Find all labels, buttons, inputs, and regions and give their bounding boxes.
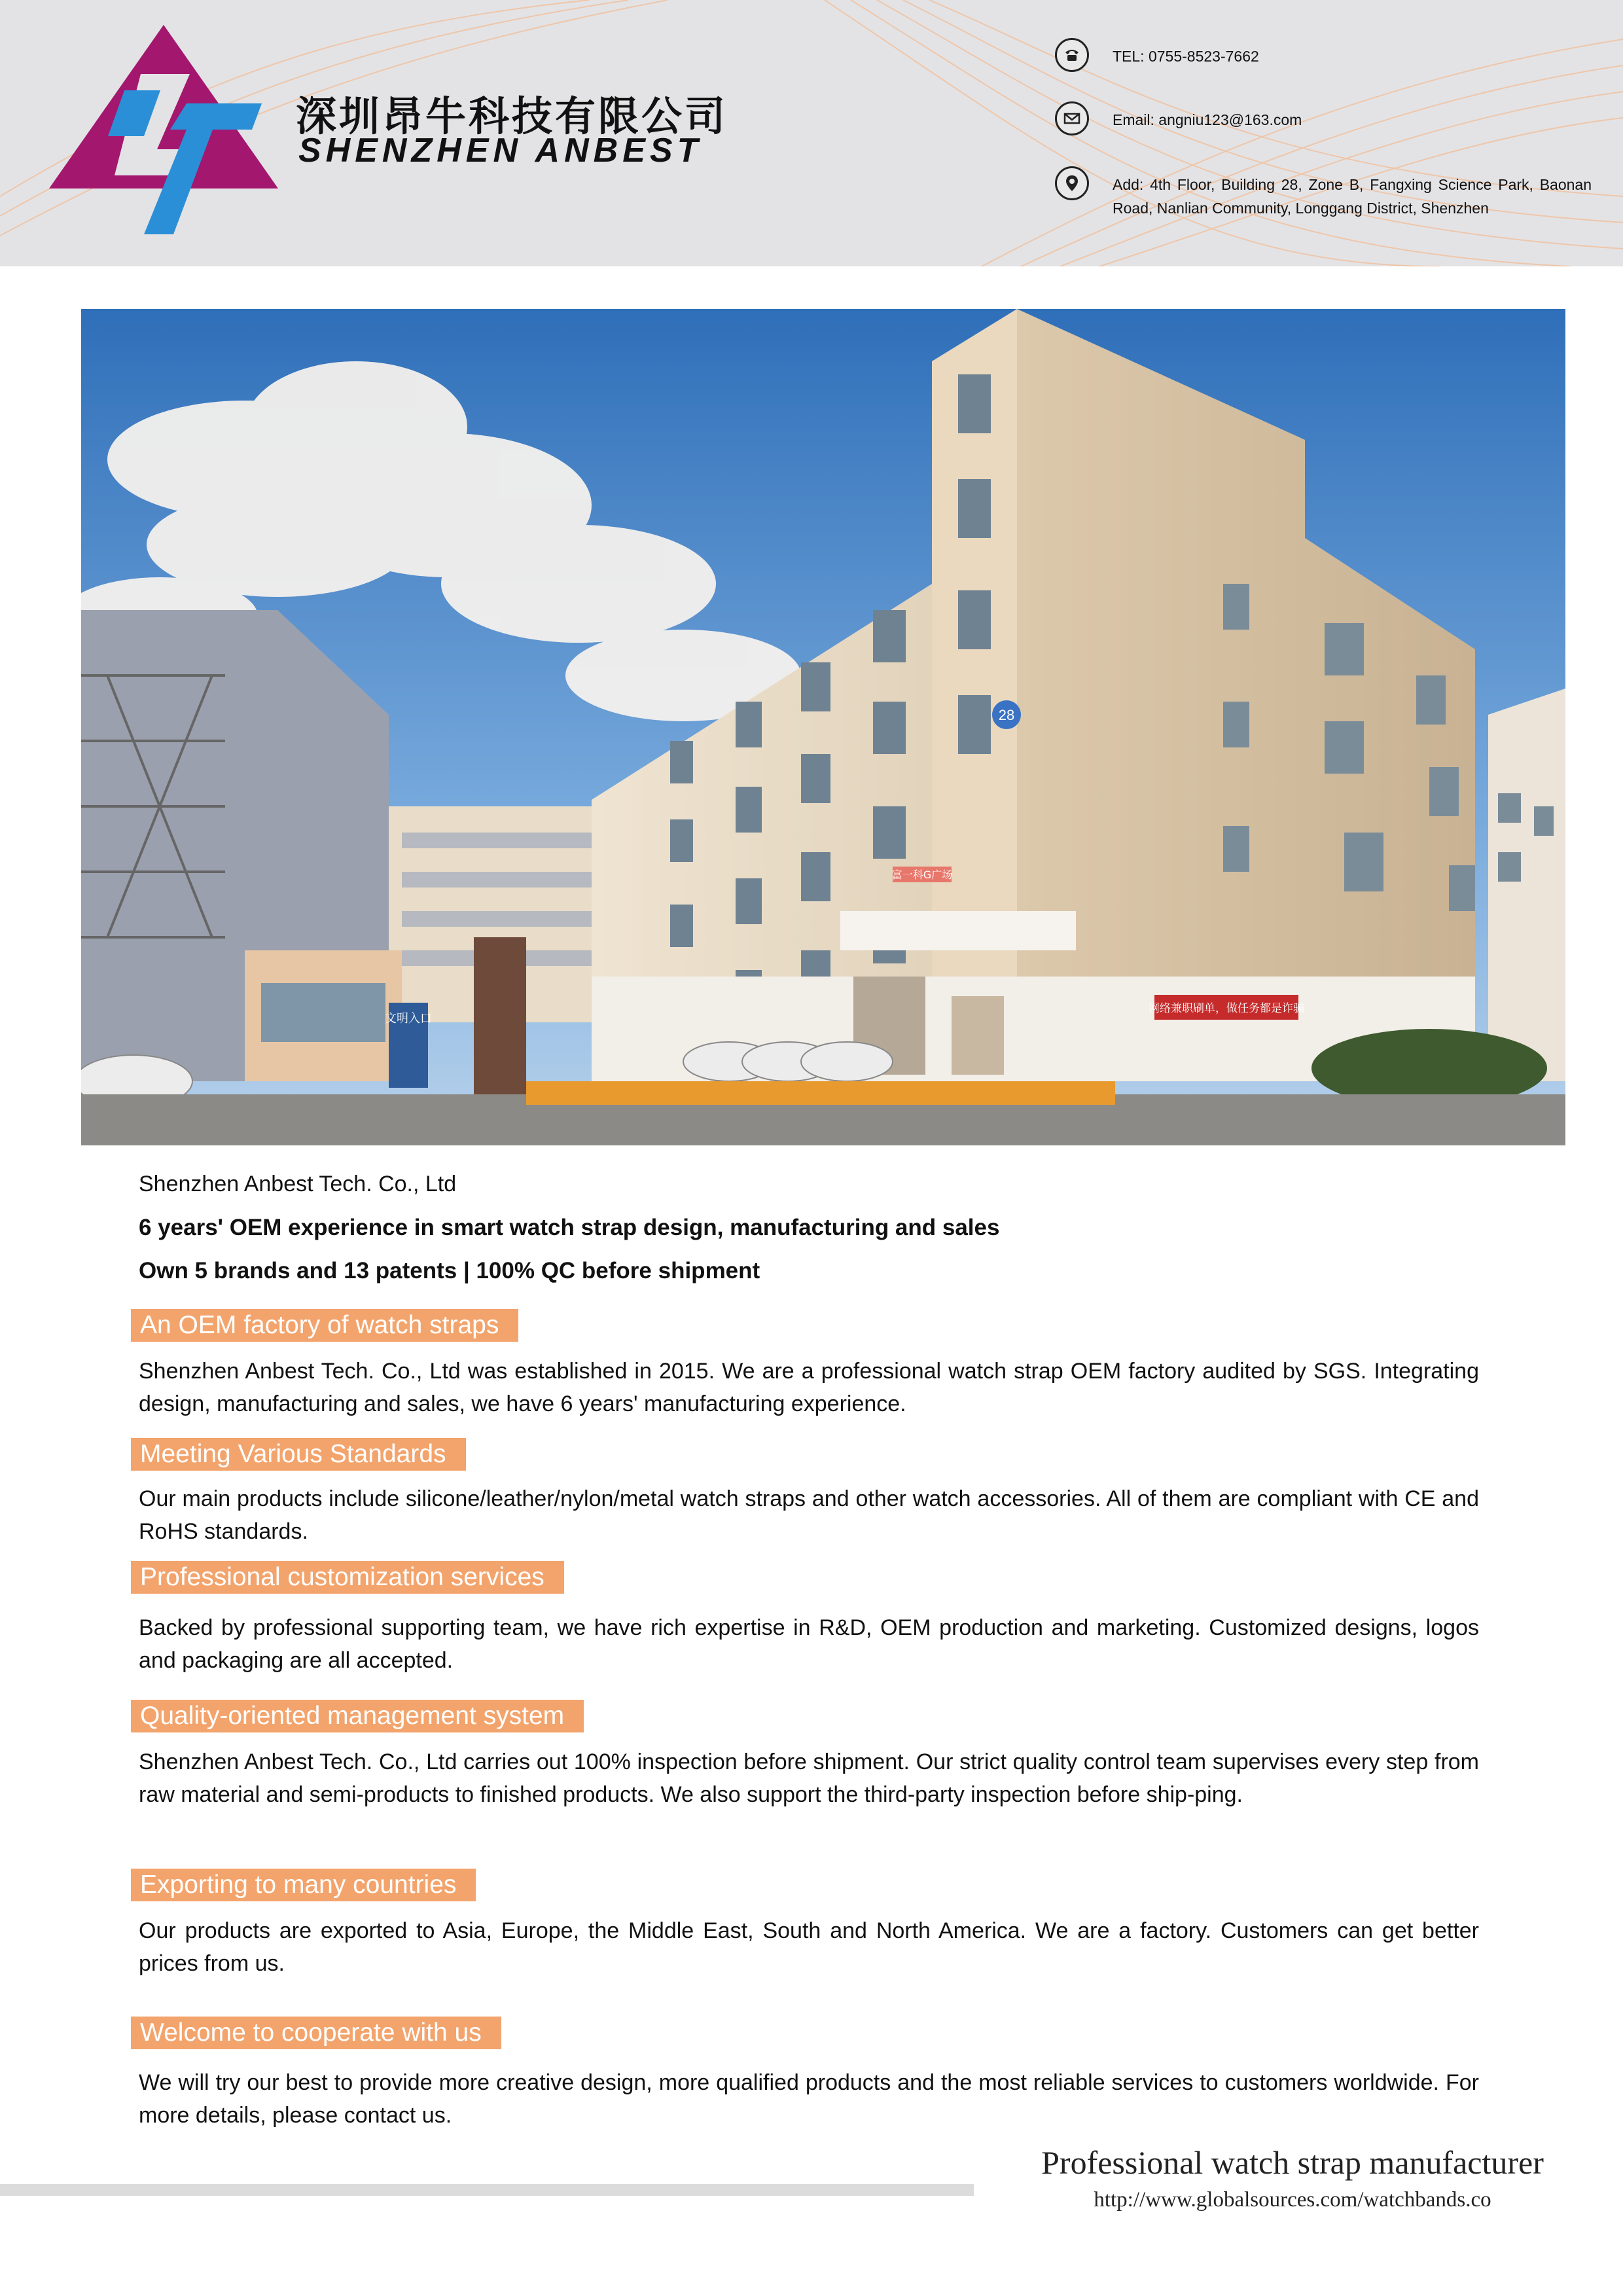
brand-name-english: SHENZHEN ANBEST bbox=[298, 132, 703, 170]
section-title-oem-factory: An OEM factory of watch straps bbox=[131, 1309, 518, 1342]
section-body-exporting: Our products are exported to Asia, Europe, the Middle East, South and North America. We are a factory. Customers can get better prices from us. bbox=[139, 1918, 1479, 1976]
phone-text: TEL: 0755-8523-7662 bbox=[1113, 48, 1259, 65]
phone-icon bbox=[1055, 38, 1089, 72]
section-title-exporting: Exporting to many countries bbox=[131, 1869, 476, 1901]
footer-divider bbox=[0, 2184, 974, 2196]
footer-tagline: Professional watch strap manufacturer bbox=[1041, 2144, 1544, 2181]
section-body-standards: Our main products include silicone/leather/nylon/metal watch straps and other watch accessories. All of them are compliant with CE and RoHS standards. bbox=[139, 1486, 1479, 1544]
company-logo bbox=[46, 25, 281, 234]
company-name: Shenzhen Anbest Tech. Co., Ltd bbox=[139, 1172, 457, 1196]
section-title-cooperate: Welcome to cooperate with us bbox=[131, 2017, 501, 2049]
intro-highlight-2: Own 5 brands and 13 patents | 100% QC before shipment bbox=[139, 1258, 760, 1283]
section-body-customization: Backed by professional supporting team, we have rich expertise in R&D, OEM production and marketing. Customized designs, logos and packaging are all accepted. bbox=[139, 1615, 1479, 1673]
section-body-cooperate: We will try our best to provide more creative design, more qualified products and the most reliable services to customers worldwide. For more details, please contact us. bbox=[139, 2070, 1479, 2128]
brand-name-chinese: 深圳昂牛科技有限公司 bbox=[296, 92, 728, 140]
building-number: 28 bbox=[998, 707, 1015, 723]
section-title-customization: Professional customization services bbox=[131, 1561, 564, 1594]
address-text: Add: 4th Floor, Building 28, Zone B, Fangxing Science Park, Baonan Road, Nanlian Community, Longgang District, Shenzhen bbox=[1113, 176, 1592, 217]
wall-sign-text: 富一科G广场 bbox=[891, 869, 953, 881]
gate-sign: 文明入口 bbox=[385, 1012, 432, 1026]
section-body-oem-factory: Shenzhen Anbest Tech. Co., Ltd was established in 2015. We are a professional watch strap OEM factory audited by SGS. Integrating design, manufacturing and sales, we have 6 years' manufacturing experience. bbox=[139, 1359, 1479, 1416]
email-text: Email: angniu123@163.com bbox=[1113, 111, 1302, 128]
factory-building-photo bbox=[81, 309, 1565, 1145]
mail-icon bbox=[1055, 101, 1089, 135]
page-header bbox=[0, 0, 1623, 266]
footer-url: http://www.globalsources.com/watchbands.co bbox=[1094, 2188, 1491, 2212]
section-title-standards: Meeting Various Standards bbox=[131, 1438, 466, 1471]
section-body-quality: Shenzhen Anbest Tech. Co., Ltd carries out 100% inspection before shipment. Our strict quality control team supervises every step from raw material and semi-products to finished products. We also support the third-party inspection before ship-ping. bbox=[139, 1749, 1479, 1807]
warning-banner: 网络兼职刷单，做任务都是诈骗 bbox=[1149, 1002, 1304, 1015]
section-title-quality: Quality-oriented management system bbox=[131, 1700, 584, 1732]
location-pin-icon bbox=[1055, 166, 1089, 200]
intro-highlight-1: 6 years' OEM experience in smart watch strap design, manufacturing and sales bbox=[139, 1215, 1000, 1240]
